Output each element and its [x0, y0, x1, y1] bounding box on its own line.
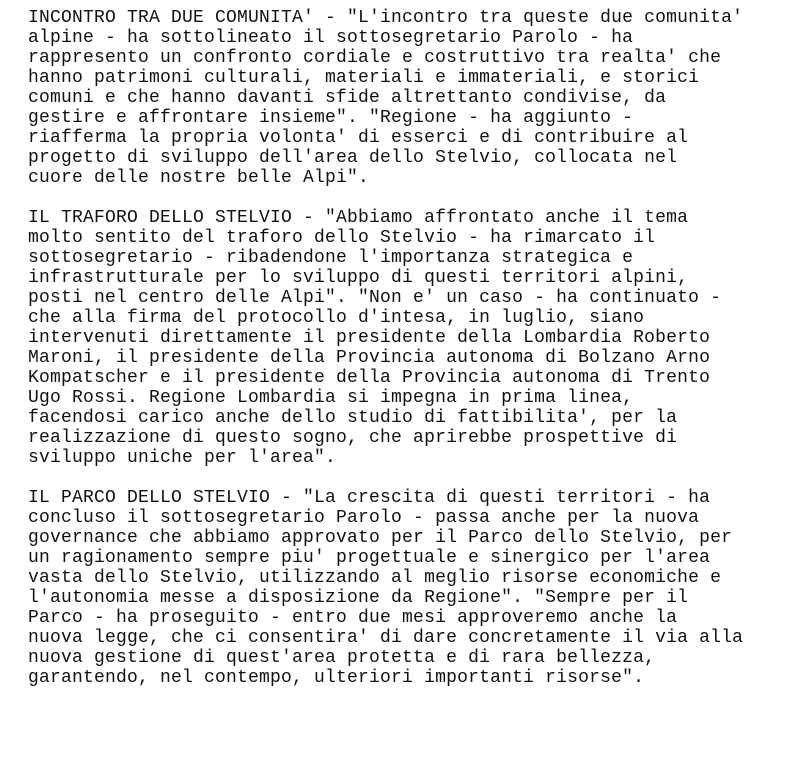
- text-line: un ragionamento sempre piu' progettuale e sinergico per l'area: [28, 548, 711, 568]
- text-line: l'autonomia messe a disposizione da Regione". "Sempre per il: [28, 588, 689, 608]
- text-line: vasta dello Stelvio, utilizzando al meglio risorse economiche e: [28, 568, 722, 588]
- text-line: infrastrutturale per lo sviluppo di questi territori alpini,: [28, 268, 689, 288]
- text-line: Parco - ha proseguito - entro due mesi approveremo anche la: [28, 608, 678, 628]
- text-line: comuni e che hanno davanti sfide altrettanto condivise, da: [28, 88, 667, 108]
- text-line: nuova legge, che ci consentira' di dare concretamente il via alla: [28, 628, 744, 648]
- paragraph-parco: [28, 488, 743, 688]
- text-line: sottosegretario - ribadendone l'importanza strategica e: [28, 248, 634, 268]
- article-body: [28, 8, 743, 708]
- text-line: cuore delle nostre belle Alpi".: [28, 168, 370, 188]
- text-line: molto sentito del traforo dello Stelvio - ha rimarcato il: [28, 228, 656, 248]
- paragraph-incontro: [28, 8, 743, 188]
- text-line: progetto di sviluppo dell'area dello Stelvio, collocata nel: [28, 148, 678, 168]
- text-line: Kompatscher e il presidente della Provincia autonoma di Trento: [28, 368, 711, 388]
- text-line: governance che abbiamo approvato per il Parco dello Stelvio, per: [28, 528, 733, 548]
- text-line: hanno patrimoni culturali, materiali e immateriali, e storici: [28, 68, 700, 88]
- text-line: IL TRAFORO DELLO STELVIO - "Abbiamo affrontato anche il tema: [28, 208, 689, 228]
- text-line: nuova gestione di quest'area protetta e di rara bellezza,: [28, 648, 656, 668]
- text-line: Ugo Rossi. Regione Lombardia si impegna in prima linea,: [28, 388, 634, 408]
- text-line: concluso il sottosegretario Parolo - passa anche per la nuova: [28, 508, 700, 528]
- text-line: rappresento un confronto cordiale e costruttivo tra realta' che: [28, 48, 722, 68]
- text-line: sviluppo uniche per l'area".: [28, 448, 337, 468]
- text-line: facendosi carico anche dello studio di fattibilita', per la: [28, 408, 678, 428]
- text-line: che alla firma del protocollo d'intesa, in luglio, siano: [28, 308, 645, 328]
- text-line: alpine - ha sottolineato il sottosegretario Parolo - ha: [28, 28, 634, 48]
- paragraph-traforo: [28, 208, 743, 468]
- text-line: IL PARCO DELLO STELVIO - "La crescita di questi territori - ha: [28, 488, 711, 508]
- text-line: gestire e affrontare insieme". "Regione - ha aggiunto -: [28, 108, 634, 128]
- text-line: posti nel centro delle Alpi". "Non e' un caso - ha continuato -: [28, 288, 722, 308]
- text-line: garantendo, nel contempo, ulteriori importanti risorse".: [28, 668, 645, 688]
- text-line: Maroni, il presidente della Provincia autonoma di Bolzano Arno: [28, 348, 711, 368]
- text-line: realizzazione di questo sogno, che aprirebbe prospettive di: [28, 428, 678, 448]
- text-line: INCONTRO TRA DUE COMUNITA' - "L'incontro tra queste due comunita': [28, 8, 744, 28]
- text-line: riafferma la propria volonta' di esserci e di contribuire al: [28, 128, 689, 148]
- text-line: intervenuti direttamente il presidente della Lombardia Roberto: [28, 328, 711, 348]
